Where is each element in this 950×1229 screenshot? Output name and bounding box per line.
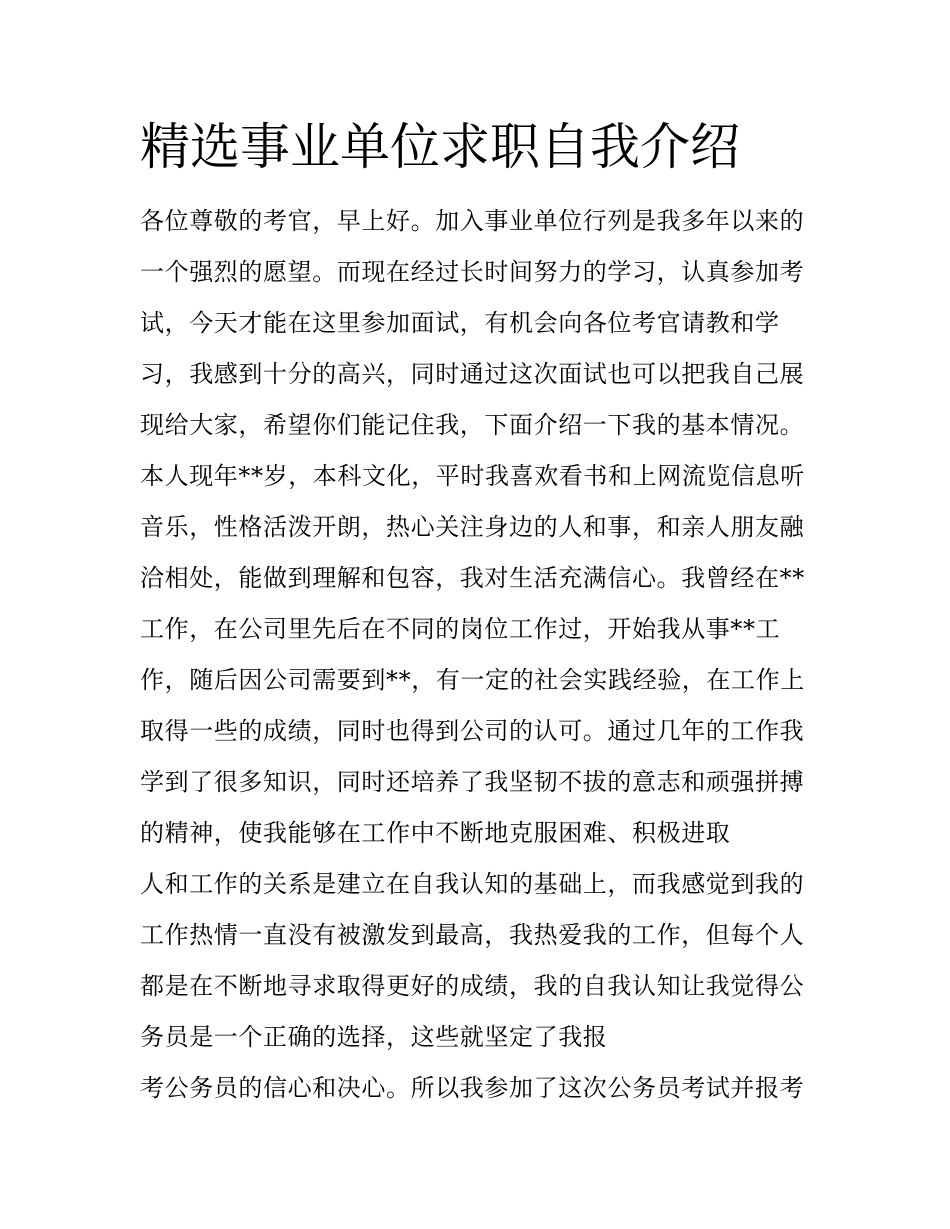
body-line: 的精神，使我能够在工作中不断地克服困难、积极进取 bbox=[140, 819, 731, 847]
body-line: 习，我感到十分的高兴，同时通过这次面试也可以把我自己展 bbox=[140, 360, 805, 388]
document-body bbox=[140, 196, 820, 1114]
body-line: 取得一些的成绩，同时也得到公司的认可。通过几年的工作我 bbox=[140, 717, 805, 745]
body-line: 学到了很多知识，同时还培养了我坚韧不拔的意志和顽强拼搏 bbox=[140, 768, 805, 796]
body-line: 人和工作的关系是建立在自我认知的基础上，而我感觉到我的 bbox=[140, 870, 805, 898]
body-line: 都是在不断地寻求取得更好的成绩，我的自我认知让我觉得公 bbox=[140, 972, 805, 1000]
body-line: 作，随后因公司需要到**，有一定的社会实践经验，在工作上 bbox=[140, 666, 805, 694]
body-line: 音乐，性格活泼开朗，热心关注身边的人和事，和亲人朋友融 bbox=[140, 513, 805, 541]
body-line: 本人现年**岁，本科文化，平时我喜欢看书和上网流览信息听 bbox=[140, 462, 805, 490]
body-line: 现给大家，希望你们能记住我，下面介绍一下我的基本情况。 bbox=[140, 411, 805, 439]
body-line: 洽相处，能做到理解和包容，我对生活充满信心。我曾经在** bbox=[140, 564, 805, 592]
body-line: 试，今天才能在这里参加面试，有机会向各位考官请教和学 bbox=[140, 309, 780, 337]
body-line: 各位尊敬的考官，早上好。加入事业单位行列是我多年以来的 bbox=[140, 207, 805, 235]
document-title: 精选事业单位求职自我介绍 bbox=[140, 118, 740, 176]
body-line: 务员是一个正确的选择，这些就坚定了我报 bbox=[140, 1023, 608, 1051]
body-line: 工作热情一直没有被激发到最高，我热爱我的工作，但每个人 bbox=[140, 921, 805, 949]
body-line: 一个强烈的愿望。而现在经过长时间努力的学习，认真参加考 bbox=[140, 258, 805, 286]
body-line: 工作，在公司里先后在不同的岗位工作过，开始我从事**工 bbox=[140, 615, 781, 643]
body-line: 考公务员的信心和决心。所以我参加了这次公务员考试并报考 bbox=[140, 1074, 805, 1102]
